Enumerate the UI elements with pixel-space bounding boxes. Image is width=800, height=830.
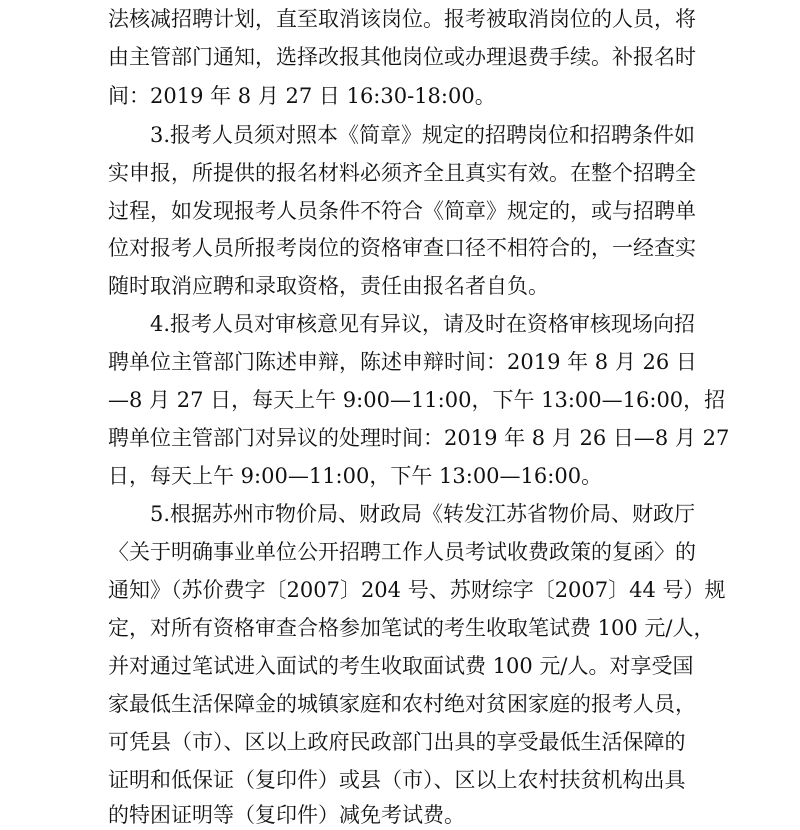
paragraph-5-start: 5.根据苏州市物价局、财政局《转发江苏省物价局、财政厅 (150, 502, 696, 526)
text-line: 可凭县（市）、区以上政府民政部门出具的享受最低生活保障的 (108, 730, 686, 754)
text-line: 间：2019 年 8 月 27 日 16:30-18:00。 (108, 84, 496, 108)
text-line: 的特困证明等（复印件）减免考试费。 (108, 803, 465, 827)
text-line: 聘单位主管部门陈述申辩，陈述申辩时间：2019 年 8 月 26 日 (108, 350, 697, 374)
paragraph-4-start: 4.报考人员对审核意见有异议，请及时在资格审核现场向招 (150, 312, 696, 336)
text-line: 家最低生活保障金的城镇家庭和农村绝对贫困家庭的报考人员， (108, 692, 696, 716)
text-line: 证明和低保证（复印件）或县（市）、区以上农村扶贫机构出具 (108, 768, 686, 792)
text-line: 并对通过笔试进入面试的考生收取面试费 100 元/人。对享受国 (108, 654, 694, 678)
text-line: 定，对所有资格审查合格参加笔试的考生收取笔试费 100 元/人， (108, 616, 715, 640)
text-line: 过程，如发现报考人员条件不符合《简章》规定的，或与招聘单 (108, 199, 696, 223)
text-line: 实申报，所提供的报名材料必须齐全且真实有效。在整个招聘全 (108, 161, 696, 185)
text-line: 聘单位主管部门对异议的处理时间：2019 年 8 月 26 日—8 月 27 (108, 426, 730, 450)
text-line: 日，每天上午 9:00—11:00，下午 13:00—16:00。 (108, 464, 603, 488)
text-line: 〈关于明确事业单位公开招聘工作人员考试收费政策的复函〉的 (108, 540, 696, 564)
text-line: 通知》（苏价费字〔2007〕204 号、苏财综字〔2007〕44 号）规 (108, 578, 726, 602)
text-line: 由主管部门通知，选择改报其他岗位或办理退费手续。补报名时 (108, 45, 696, 69)
text-line: 位对报考人员所报考岗位的资格审查口径不相符合的，一经查实 (108, 236, 696, 260)
text-line: —8 月 27 日，每天上午 9:00—11:00，下午 13:00—16:00，招 (108, 388, 726, 412)
paragraph-3-start: 3.报考人员须对照本《简章》规定的招聘岗位和招聘条件如 (150, 123, 696, 147)
text-line: 随时取消应聘和录取资格，责任由报名者自负。 (108, 274, 549, 298)
text-line: 法核减招聘计划，直至取消该岗位。报考被取消岗位的人员，将 (108, 7, 696, 31)
